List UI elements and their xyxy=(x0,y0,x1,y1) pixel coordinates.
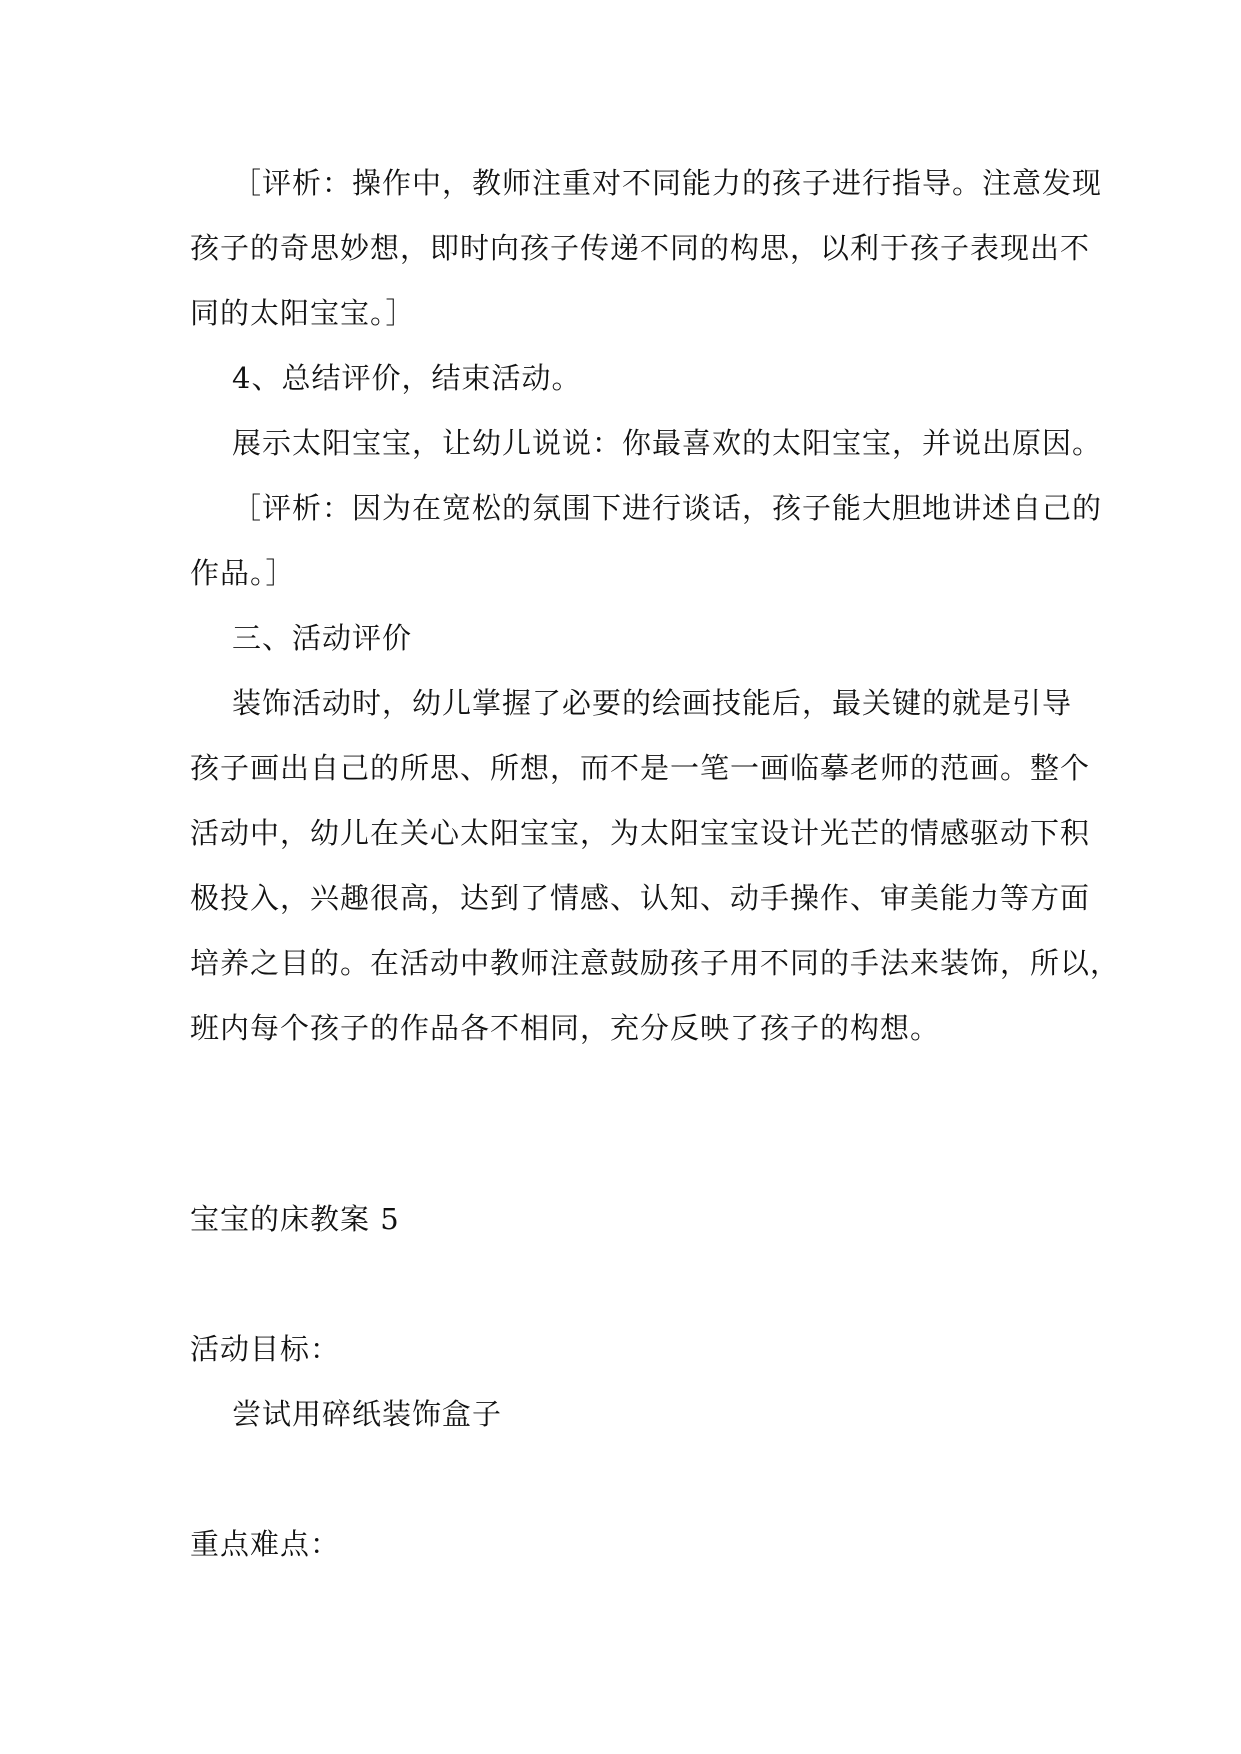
evaluation-line-1: 装饰活动时，幼儿掌握了必要的绘画技能后，最关键的就是引导 xyxy=(232,686,1073,720)
commentary-line-1: ［评析：操作中，教师注重对不同能力的孩子进行指导。注意发现 xyxy=(232,166,1103,200)
key-points-heading: 重点难点： xyxy=(190,1527,341,1561)
evaluation-line-3: 活动中，幼儿在关心太阳宝宝，为太阳宝宝设计光芒的情感驱动下积 xyxy=(190,816,1091,850)
step-paragraph: 展示太阳宝宝，让幼儿说说：你最喜欢的太阳宝宝，并说出原因。 xyxy=(232,426,1103,460)
lesson-title: 宝宝的床教案 5 xyxy=(190,1202,400,1236)
objective-item: 尝试用碎纸装饰盒子 xyxy=(232,1397,503,1431)
commentary-line-2: 孩子的奇思妙想，即时向孩子传递不同的构思，以利于孩子表现出不 xyxy=(190,231,1091,265)
evaluation-line-4: 极投入，兴趣很高，达到了情感、认知、动手操作、审美能力等方面 xyxy=(190,881,1091,915)
commentary-line-3: 同的太阳宝宝。］ xyxy=(190,296,416,330)
commentary-line-5: 作品。］ xyxy=(190,556,296,590)
section-heading: 三、活动评价 xyxy=(232,621,413,655)
objectives-heading: 活动目标： xyxy=(190,1332,341,1366)
step-heading: 4、总结评价，结束活动。 xyxy=(232,361,582,395)
evaluation-line-5: 培养之目的。在活动中教师注意鼓励孩子用不同的手法来装饰，所以， xyxy=(190,946,1121,980)
evaluation-line-6: 班内每个孩子的作品各不相同，充分反映了孩子的构想。 xyxy=(190,1011,941,1045)
commentary-line-4: ［评析：因为在宽松的氛围下进行谈话，孩子能大胆地讲述自己的 xyxy=(232,491,1103,525)
evaluation-line-2: 孩子画出自己的所思、所想，而不是一笔一画临摹老师的范画。整个 xyxy=(190,751,1091,785)
